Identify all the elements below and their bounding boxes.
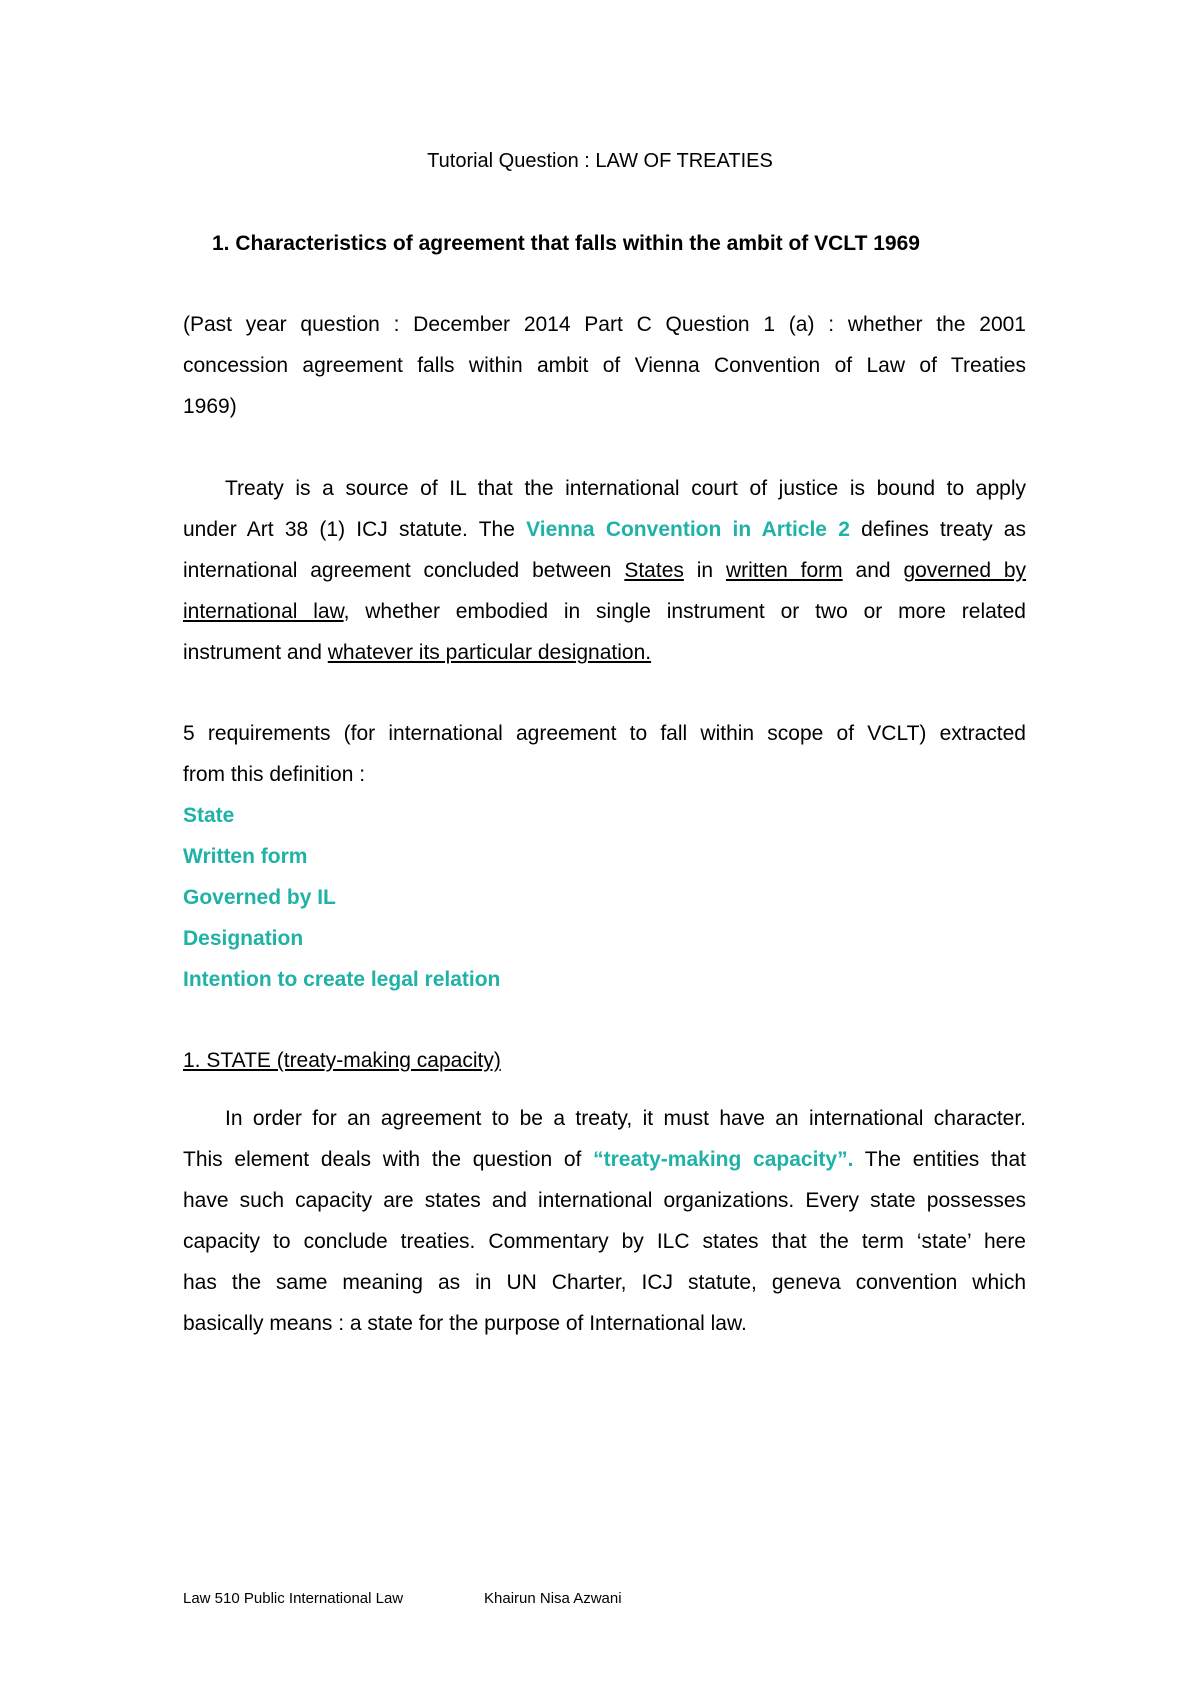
requirement-item: State xyxy=(183,804,235,827)
para1-line-5 xyxy=(183,642,1026,664)
governed-by-underlined: governed by xyxy=(903,559,1027,582)
para2-line-6: basically means : a state for the purpose of International law. xyxy=(183,1312,747,1335)
para1-text: under Art 38 (1) ICJ statute. The xyxy=(183,518,515,541)
para1-text: , whether embodied in single instrument or two or more related xyxy=(343,600,1026,623)
para2-line-4: capacity to conclude treaties. Commentary by ILC states that the term ‘state’ here xyxy=(183,1230,1026,1253)
past-year-line-2: concession agreement falls within ambit of Vienna Convention of Law of Treaties xyxy=(183,354,1026,377)
para2-text: This element deals with the question of xyxy=(183,1148,582,1171)
vienna-convention-highlight: Vienna Convention in Article 2 xyxy=(526,518,850,541)
international-law-underlined: international law xyxy=(183,600,344,623)
para1-text: international agreement concluded between xyxy=(183,559,612,582)
para1-text: in xyxy=(696,559,714,582)
requirements-intro-line-1: 5 requirements (for international agreement to fall within scope of VCLT) extracted xyxy=(183,722,1026,745)
para1-text: instrument and xyxy=(183,641,322,664)
requirement-item: Written form xyxy=(183,845,308,868)
para2-text: The entities that xyxy=(864,1148,1026,1171)
para1-text: and xyxy=(855,559,891,582)
para1-line-3 xyxy=(183,560,1026,582)
designation-underlined: whatever its particular designation. xyxy=(327,641,652,664)
written-form-underlined: written form xyxy=(725,559,843,582)
footer-author: Khairun Nisa Azwani xyxy=(484,1590,622,1607)
footer-course: Law 510 Public International Law xyxy=(183,1590,404,1607)
para1-line-1: Treaty is a source of IL that the international court of justice is bound to apply xyxy=(225,477,1026,500)
page-title: Tutorial Question : LAW OF TREATIES xyxy=(427,150,773,172)
para2-line-5: has the same meaning as in UN Charter, ICJ statute, geneva convention which xyxy=(183,1271,1026,1294)
treaty-making-capacity-highlight: “treaty-making capacity”. xyxy=(593,1148,854,1171)
requirements-intro-line-2: from this definition : xyxy=(183,763,366,786)
requirement-item: Intention to create legal relation xyxy=(183,968,501,991)
requirement-item: Governed by IL xyxy=(183,886,336,909)
para1-line-2 xyxy=(183,519,1026,541)
requirement-item: Designation xyxy=(183,927,304,950)
para1-text: defines treaty as xyxy=(861,518,1026,541)
past-year-line-1: (Past year question : December 2014 Part C Question 1 (a) : whether the 2001 xyxy=(183,313,1026,336)
para2-line-2 xyxy=(183,1149,1026,1171)
para2-line-3: have such capacity are states and international organizations. Every state possesses xyxy=(183,1189,1026,1212)
para2-line-1: In order for an agreement to be a treaty, it must have an international character. xyxy=(225,1107,1026,1130)
para1-line-4 xyxy=(183,601,1026,623)
heading-characteristics: 1. Characteristics of agreement that falls within the ambit of VCLT 1969 xyxy=(212,232,920,255)
states-underlined: States xyxy=(624,559,684,582)
section-heading-state: 1. STATE (treaty-making capacity) xyxy=(183,1049,501,1072)
past-year-line-3: 1969) xyxy=(183,395,237,418)
